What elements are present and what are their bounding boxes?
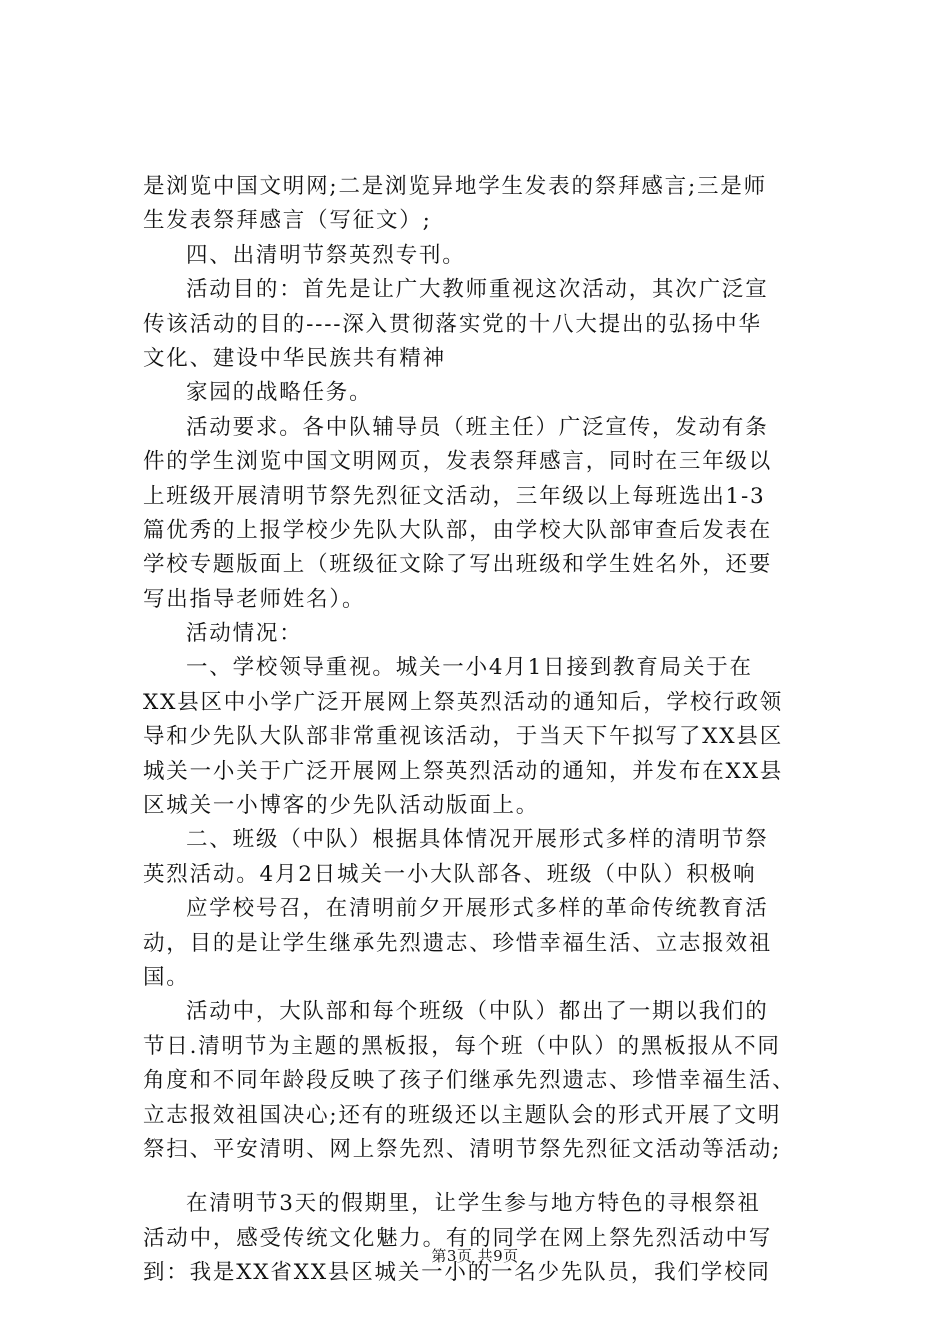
text-line: 家园的战略任务。 bbox=[186, 380, 373, 406]
text-line: 二、班级（中队）根据具体情况开展形式多样的清明节祭 bbox=[186, 827, 769, 853]
text-line: 城关一小关于广泛开展网上祭英烈活动的通知，并发布在XX县 bbox=[143, 758, 784, 784]
text-line: 件的学生浏览中国文明网页，发表祭拜感言，同时在三年级以 bbox=[143, 449, 773, 475]
text-line: 篇优秀的上报学校少先队大队部，由学校大队部审查后发表在 bbox=[143, 517, 773, 543]
text-line: 应学校号召，在清明前夕开展形式多样的革命传统教育活 bbox=[186, 896, 769, 922]
text-line: 到：我是XX省XX县区城关一小的一名少先队员，我们学校同 bbox=[143, 1260, 771, 1286]
text-line: 一、学校领导重视。城关一小4月1日接到教育局关于在 bbox=[186, 655, 753, 681]
text-line: 节日.清明节为主题的黑板报，每个班（中队）的黑板报从不同 bbox=[143, 1033, 781, 1059]
text-line: 生发表祭拜感言（写征文）; bbox=[143, 208, 432, 234]
text-line: 在清明节3天的假期里，让学生参与地方特色的寻根祭祖 bbox=[186, 1191, 761, 1217]
text-line: XX县区中小学广泛开展网上祭英烈活动的通知后，学校行政领 bbox=[143, 689, 784, 715]
text-line: 祭扫、平安清明、网上祭先烈、清明节祭先烈征文活动等活动; bbox=[143, 1136, 782, 1162]
text-line: 是浏览中国文明网;二是浏览异地学生发表的祭拜感言;三是师 bbox=[143, 174, 767, 199]
text-line: 传该活动的目的----深入贯彻落实党的十八大提出的弘扬中华 bbox=[143, 311, 762, 337]
text-line: 写出指导老师姓名）。 bbox=[143, 586, 366, 612]
text-line: 上班级开展清明节祭先烈征文活动，三年级以上每班选出1-3 bbox=[143, 483, 766, 509]
text-line: 英烈活动。4月2日城关一小大队部各、班级（中队）积极响 bbox=[143, 861, 757, 887]
text-line: 活动要求。各中队辅导员（班主任）广泛宣传，发动有条 bbox=[186, 414, 769, 440]
text-line: 活动中，大队部和每个班级（中队）都出了一期以我们的 bbox=[186, 999, 769, 1025]
text-line: 活动目的：首先是让广大教师重视这次活动，其次广泛宣 bbox=[186, 277, 769, 303]
text-line: 四、出清明节祭英烈专刊。 bbox=[186, 242, 466, 268]
document-body bbox=[143, 170, 838, 1291]
text-line: 立志报效祖国决心;还有的班级还以主题队会的形式开展了文明 bbox=[143, 1102, 782, 1128]
text-line: 活动情况： bbox=[186, 621, 303, 647]
text-line: 学校专题版面上（班级征文除了写出班级和学生姓名外，还要 bbox=[143, 552, 773, 578]
text-line: 角度和不同年龄段反映了孩子们继承先烈遗志、珍惜幸福生活、 bbox=[143, 1068, 796, 1094]
text-line: 动，目的是让学生继承先烈遗志、珍惜幸福生活、立志报效祖 bbox=[143, 930, 773, 956]
text-line: 活动中，感受传统文化魅力。有的同学在网上祭先烈活动中写 bbox=[143, 1225, 773, 1251]
text-line: 导和少先队大队部非常重视该活动，于当天下午拟写了XX县区 bbox=[143, 724, 784, 750]
text-line: 文化、建设中华民族共有精神 bbox=[143, 345, 446, 371]
paragraph-gap bbox=[143, 1167, 838, 1187]
text-line: 国。 bbox=[143, 964, 190, 990]
text-line: 区城关一小博客的少先队活动版面上。 bbox=[143, 793, 540, 819]
page-footer: 第3页 共9页 bbox=[431, 1247, 519, 1265]
